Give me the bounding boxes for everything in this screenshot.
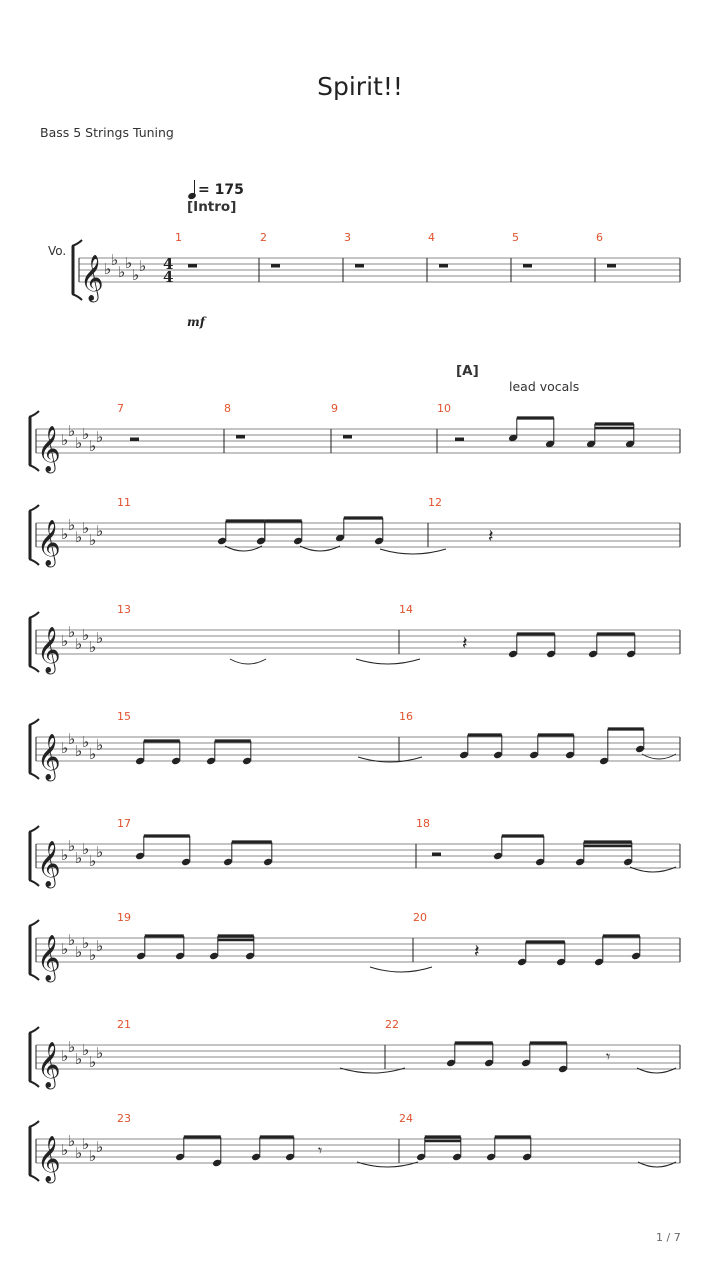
bracket-top-hook [29, 826, 39, 832]
measure-number: 7 [117, 402, 124, 415]
dynamic-marking: mf [187, 315, 205, 329]
treble-clef-icon: 𝄞 [37, 1136, 61, 1182]
flat-icon: ♭ [61, 632, 69, 650]
whole-rest [523, 264, 532, 268]
flat-icon: ♭ [111, 251, 119, 269]
flat-icon: ♭ [89, 638, 97, 656]
flat-icon: ♭ [125, 254, 133, 272]
measure-number: 24 [399, 1112, 413, 1125]
flat-icon: ♭ [68, 516, 76, 534]
flat-icon: ♭ [61, 525, 69, 543]
flat-icon: ♭ [96, 736, 104, 754]
measure-number: 4 [428, 231, 435, 244]
flat-icon: ♭ [68, 623, 76, 641]
flat-icon: ♭ [82, 626, 90, 644]
measure-number: 22 [385, 1018, 399, 1031]
quarter-rest: 𝄽 [474, 941, 480, 962]
tuning-label: Bass 5 Strings Tuning [40, 125, 174, 140]
measure-number: 13 [117, 603, 131, 616]
whole-rest [607, 264, 616, 268]
time-signature-denominator: 4 [163, 268, 174, 286]
flat-icon: ♭ [89, 531, 97, 549]
whole-rest [188, 264, 197, 268]
flat-icon: ♭ [75, 943, 83, 961]
flat-icon: ♭ [68, 730, 76, 748]
measure-number: 16 [399, 710, 413, 723]
measure-number: 19 [117, 911, 131, 924]
measure-number: 1 [175, 231, 182, 244]
whole-rest [236, 435, 245, 439]
flat-icon: ♭ [61, 1141, 69, 1159]
flat-icon: ♭ [68, 931, 76, 949]
half-rest [432, 853, 441, 857]
flat-icon: ♭ [75, 635, 83, 653]
flat-icon: ♭ [75, 1050, 83, 1068]
bracket-top-hook [29, 920, 39, 926]
flat-icon: ♭ [89, 437, 97, 455]
flat-icon: ♭ [82, 840, 90, 858]
flat-icon: ♭ [96, 629, 104, 647]
bracket-top-hook [72, 240, 82, 246]
measure-number: 10 [437, 402, 451, 415]
measure-number: 12 [428, 496, 442, 509]
flat-icon: ♭ [75, 742, 83, 760]
whole-rest [343, 435, 352, 439]
time-signature-numerator: 4 [163, 255, 174, 273]
bracket-top-hook [29, 505, 39, 511]
half-rest [455, 438, 464, 442]
whole-rest [355, 264, 364, 268]
measure-number: 11 [117, 496, 131, 509]
bracket-top-hook [29, 1027, 39, 1033]
flat-icon: ♭ [61, 739, 69, 757]
flat-icon: ♭ [96, 843, 104, 861]
flat-icon: ♭ [68, 1038, 76, 1056]
tempo-value: = 175 [198, 182, 244, 198]
flat-icon: ♭ [89, 745, 97, 763]
intro-marker: [Intro] [187, 199, 237, 215]
flat-icon: ♭ [89, 946, 97, 964]
flat-icon: ♭ [82, 519, 90, 537]
half-rest [130, 438, 139, 442]
treble-clef-icon: 𝄞 [37, 734, 61, 780]
measure-number: 2 [260, 231, 267, 244]
measure-number: 18 [416, 817, 430, 830]
flat-icon: ♭ [89, 852, 97, 870]
flat-icon: ♭ [96, 1138, 104, 1156]
measure-number: 5 [512, 231, 519, 244]
lead-vocals-label: lead vocals [509, 379, 580, 394]
treble-clef-icon: 𝄞 [37, 841, 61, 887]
page-number: 1 / 7 [656, 1231, 681, 1244]
measure-number: 9 [331, 402, 338, 415]
bracket-top-hook [29, 1121, 39, 1127]
eighth-rest: 𝄾 [606, 1047, 611, 1066]
eighth-rest: 𝄾 [318, 1141, 323, 1160]
measure-number: 14 [399, 603, 413, 616]
treble-clef-icon: 𝄞 [37, 426, 61, 472]
instrument-label: Vo. [48, 244, 67, 258]
flat-icon: ♭ [75, 849, 83, 867]
flat-icon: ♭ [96, 937, 104, 955]
flat-icon: ♭ [68, 422, 76, 440]
measure-number: 17 [117, 817, 131, 830]
tie [370, 967, 432, 972]
flat-icon: ♭ [75, 528, 83, 546]
bracket-top-hook [29, 612, 39, 618]
flat-icon: ♭ [61, 431, 69, 449]
whole-rest [271, 264, 280, 268]
flat-icon: ♭ [96, 428, 104, 446]
measure-number: 3 [344, 231, 351, 244]
measure-number: 23 [117, 1112, 131, 1125]
treble-clef-icon: 𝄞 [80, 255, 104, 301]
flat-icon: ♭ [118, 263, 126, 281]
treble-clef-icon: 𝄞 [37, 627, 61, 673]
flat-icon: ♭ [61, 1047, 69, 1065]
quarter-rest: 𝄽 [462, 633, 468, 654]
flat-icon: ♭ [96, 1044, 104, 1062]
whole-rest [439, 264, 448, 268]
flat-icon: ♭ [82, 934, 90, 952]
flat-icon: ♭ [89, 1147, 97, 1165]
flat-icon: ♭ [82, 425, 90, 443]
flat-icon: ♭ [68, 1132, 76, 1150]
tie [356, 659, 420, 664]
measure-number: 21 [117, 1018, 131, 1031]
measure-number: 20 [413, 911, 427, 924]
section-marker-a: [A] [456, 363, 479, 379]
bracket-top-hook [29, 411, 39, 417]
flat-icon: ♭ [89, 1053, 97, 1071]
bracket-top-hook [29, 719, 39, 725]
measure-number: 8 [224, 402, 231, 415]
tie [230, 659, 266, 664]
flat-icon: ♭ [82, 1041, 90, 1059]
measure-number: 15 [117, 710, 131, 723]
flat-icon: ♭ [96, 522, 104, 540]
measure-number: 6 [596, 231, 603, 244]
flat-icon: ♭ [104, 260, 112, 278]
treble-clef-icon: 𝄞 [37, 520, 61, 566]
flat-icon: ♭ [61, 940, 69, 958]
flat-icon: ♭ [132, 266, 140, 284]
flat-icon: ♭ [82, 733, 90, 751]
quarter-rest: 𝄽 [488, 526, 494, 547]
treble-clef-icon: 𝄞 [37, 1042, 61, 1088]
flat-icon: ♭ [82, 1135, 90, 1153]
flat-icon: ♭ [75, 1144, 83, 1162]
tie [380, 549, 446, 554]
treble-clef-icon: 𝄞 [37, 935, 61, 981]
score-title: Spirit!! [317, 72, 403, 101]
flat-icon: ♭ [139, 257, 147, 275]
flat-icon: ♭ [61, 846, 69, 864]
flat-icon: ♭ [68, 837, 76, 855]
flat-icon: ♭ [75, 434, 83, 452]
